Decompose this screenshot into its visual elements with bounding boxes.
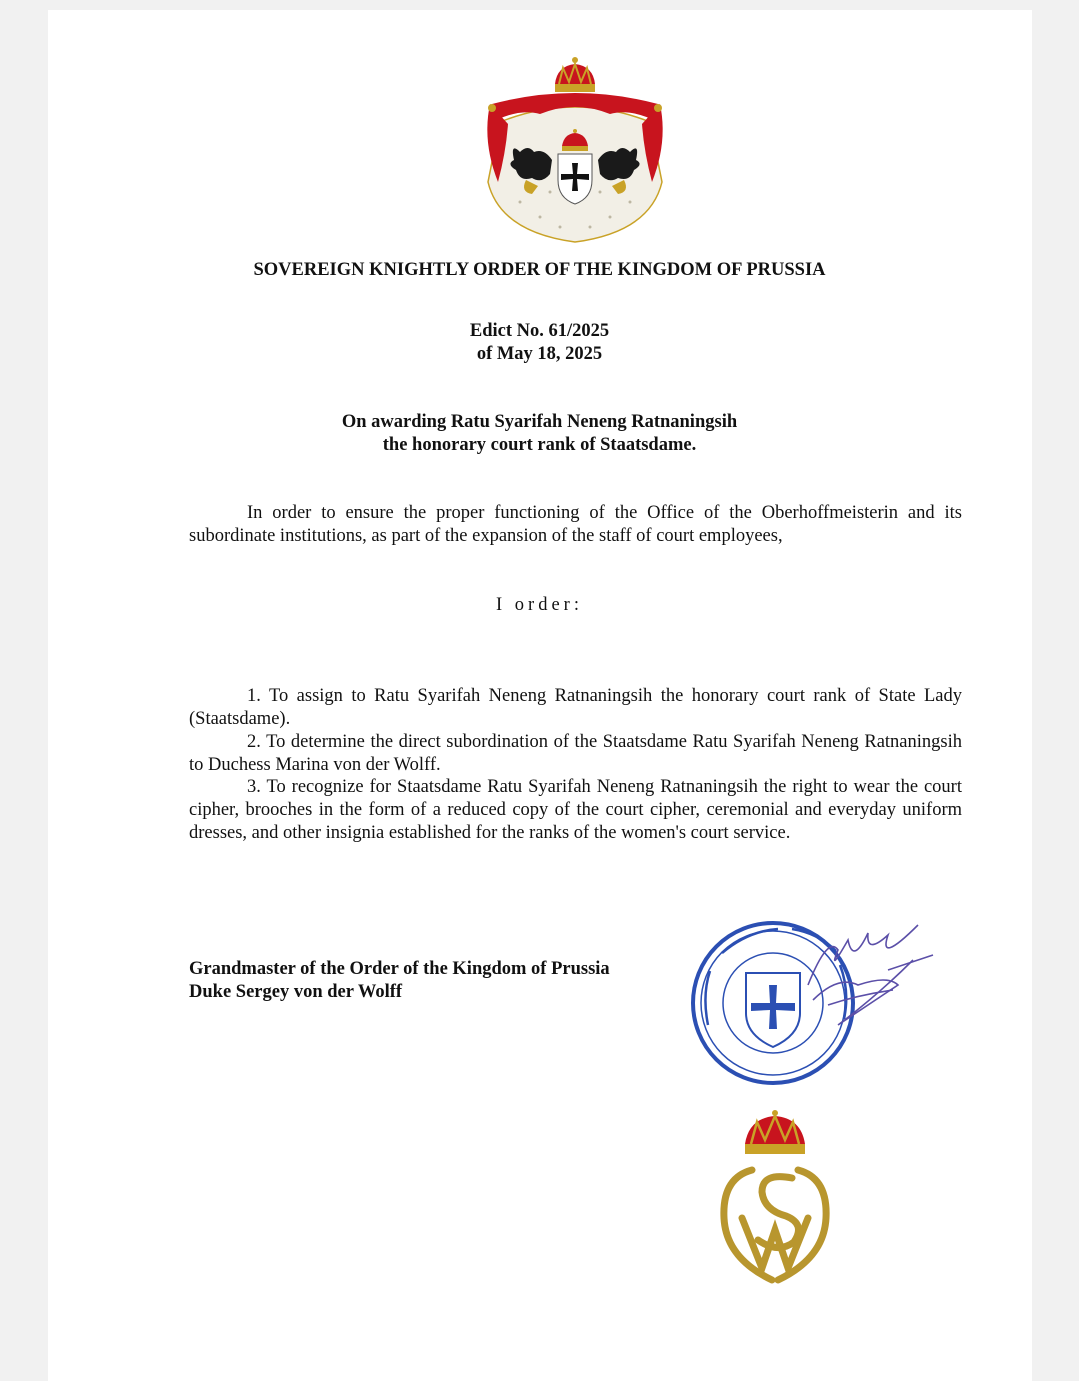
order-heading: I order: bbox=[496, 595, 583, 615]
court-cipher-monogram bbox=[712, 1108, 838, 1286]
subject-line-1: On awarding Ratu Syarifah Neneng Ratnaningsih bbox=[341, 412, 738, 432]
order-item-3: 3. To recognize for Staatsdame Ratu Syarifah Neneng Ratnaningsih the right to wear the court cipher, brooches in the form of a reduced copy of the court cipher, ceremonial and everyday uniform dresses, and other insignia established for the ranks of the women's court service. bbox=[189, 777, 962, 843]
coat-of-arms bbox=[480, 52, 670, 244]
edict-number: Edict No. 61/2025 bbox=[469, 321, 610, 341]
signature-name: Duke Sergey von der Wolff bbox=[189, 982, 403, 1002]
preamble-paragraph: In order to ensure the proper functioning of the Office of the Oberhoffmeisterin and its subordinate institutions, as part of the expansion of the staff of court employees, bbox=[189, 503, 962, 546]
edict-date: of May 18, 2025 bbox=[476, 344, 603, 364]
order-title: SOVEREIGN KNIGHTLY ORDER OF THE KINGDOM OF PRUSSIA bbox=[253, 260, 826, 280]
signature-title: Grandmaster of the Order of the Kingdom of Prussia bbox=[189, 959, 610, 979]
order-item-1: 1. To assign to Ratu Syarifah Neneng Ratnaningsih the honorary court rank of State Lady (Staatsdame). bbox=[189, 686, 962, 729]
subject-line-2: the honorary court rank of Staatsdame. bbox=[382, 435, 697, 455]
official-seal bbox=[688, 915, 938, 1095]
order-item-2: 2. To determine the direct subordination of the Staatsdame Ratu Syarifah Neneng Ratnaningsih to Duchess Marina von der Wolff. bbox=[189, 732, 962, 775]
